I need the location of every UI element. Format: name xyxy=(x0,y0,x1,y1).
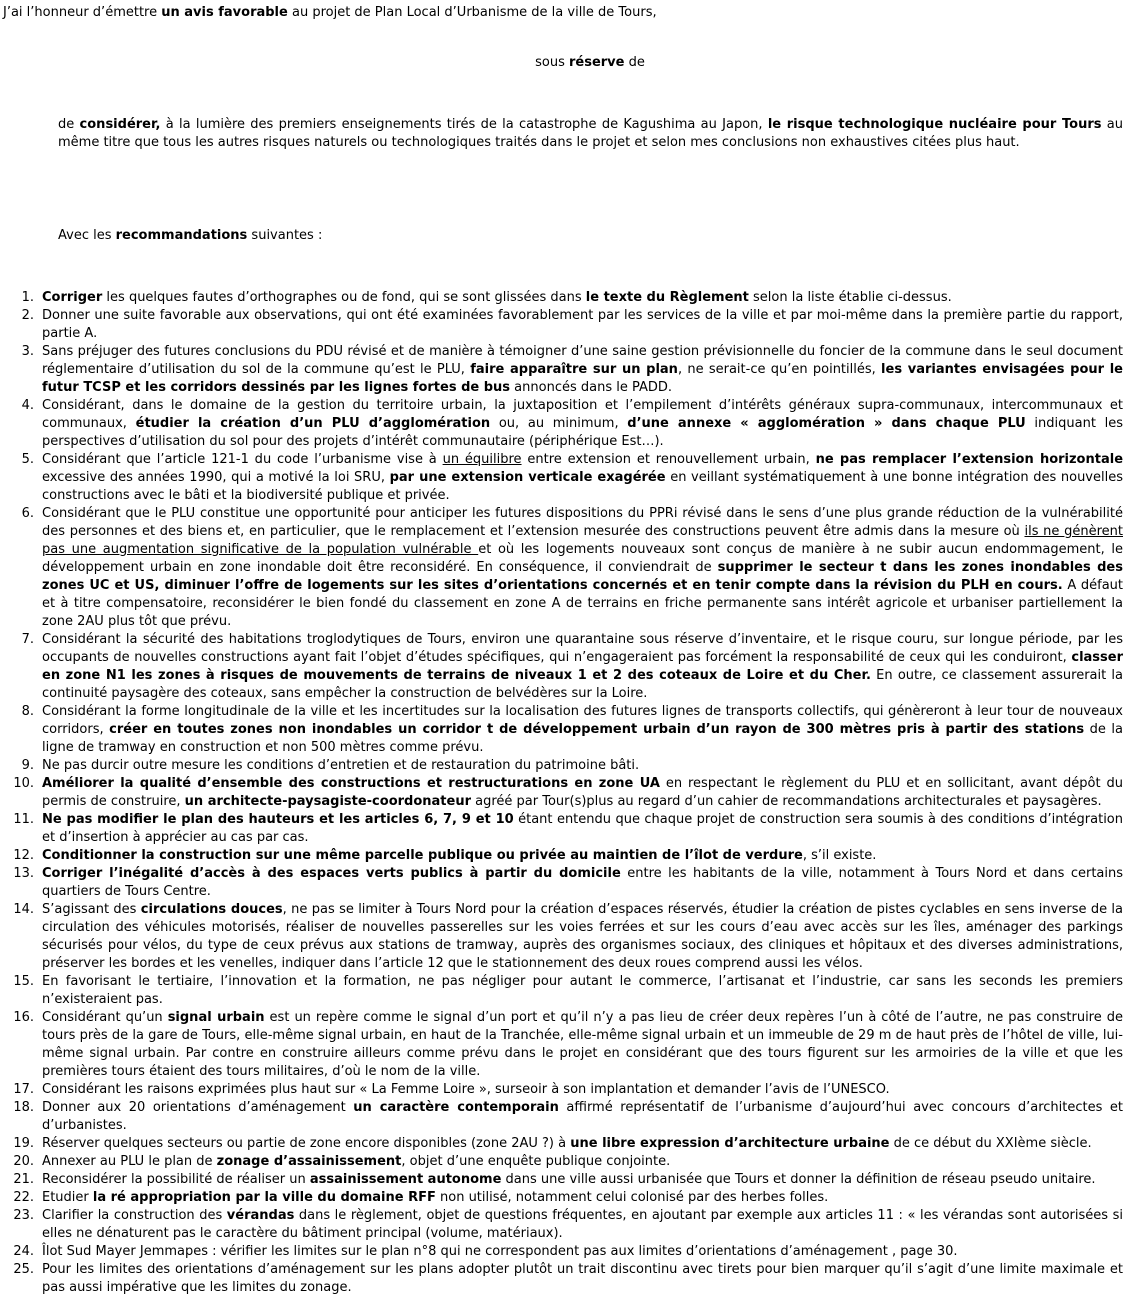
list-item xyxy=(13,1153,1123,1171)
text-run: Annexer au PLU le plan de xyxy=(42,1154,217,1169)
list-item-number: 8. xyxy=(21,704,34,719)
emphasis-text: ne pas remplacer l’extension horizontale xyxy=(815,452,1124,467)
list-item-number: 25. xyxy=(13,1262,34,1277)
emphasis-text: étudier la création d’un PLU d’agglomération xyxy=(135,416,491,431)
list-item-number: 12. xyxy=(13,848,34,863)
list-item xyxy=(13,973,1123,1009)
emphasis-text: la ré appropriation par la ville du domaine RFF xyxy=(92,1190,436,1205)
emphasis-text: par une extension verticale exagérée xyxy=(389,470,666,485)
list-item xyxy=(13,775,1123,811)
emphasis-text: le risque technologique nucléaire pour Tours xyxy=(767,117,1102,132)
emphasis-text: faire apparaître sur un plan xyxy=(470,362,678,377)
text-run: en veillant systématiquement à une bonne intégration des nouvelles constructions avec le bâti et la biodiversité publique et privée. xyxy=(42,470,1123,503)
list-item-number: 24. xyxy=(13,1244,34,1259)
emphasis-text: Ne pas modifier le plan des hauteurs et les articles 6, 7, 9 et 10 xyxy=(42,812,514,827)
emphasis-text: un architecte-paysagiste-coordonateur xyxy=(184,794,472,809)
list-item xyxy=(21,451,1124,505)
list-item-number: 1. xyxy=(21,290,34,305)
emphasis-text: vérandas xyxy=(226,1208,295,1223)
emphasis-text: Corriger l’inégalité d’accès à des espaces verts publics à partir du domicile xyxy=(42,866,621,881)
text-run: Etudier xyxy=(42,1190,93,1205)
text-run: Considérant, dans le domaine de la gestion du territoire urbain, la juxtaposition et l’empilement d’intérêts généraux supra-communaux, intercommunaux et communaux, xyxy=(42,398,1123,431)
emphasis-text: considérer, xyxy=(79,117,161,132)
list-item xyxy=(13,1261,1123,1297)
list-item xyxy=(13,1243,1123,1261)
text-run: de ce début du XXIème siècle. xyxy=(889,1136,1092,1151)
underlined-text: un équilibre xyxy=(442,452,522,467)
list-item xyxy=(21,757,1123,775)
list-item-number: 7. xyxy=(21,632,34,647)
list-item-number: 20. xyxy=(13,1154,34,1169)
list-item xyxy=(13,1171,1123,1189)
text-run: J’ai l’honneur d’émettre xyxy=(3,5,162,20)
list-item-number: 4. xyxy=(21,398,34,413)
text-run: de xyxy=(58,117,80,132)
list-item-number: 5. xyxy=(21,452,34,467)
intro-paragraph xyxy=(3,4,657,22)
text-run: Ne pas durcir outre mesure les conditions d’entretien et de restauration du patrimoine bâti. xyxy=(42,758,640,773)
text-run: indiquant les perspectives d’utilisation du sol pour des projets d’intérêt communautaire (périphérique Est…). xyxy=(42,416,1124,449)
text-run: au projet de Plan Local d’Urbanisme de la ville de Tours, xyxy=(287,5,657,20)
emphasis-text: créer en toutes zones non inondables un corridor t de développement urbain d’un rayon de 300 mètres pris à partir des stations xyxy=(109,722,1085,737)
text-run: S’agissant des xyxy=(42,902,141,917)
list-item xyxy=(13,865,1124,901)
list-item xyxy=(13,1099,1124,1135)
list-item-number: 19. xyxy=(13,1136,34,1151)
text-run: au même titre que tous les autres risques naturels ou technologiques traités dans le projet et selon mes conclusions non exhaustives citées plus haut. xyxy=(58,117,1123,150)
list-item xyxy=(13,1081,1123,1099)
list-item-number: 11. xyxy=(13,812,34,827)
text-run: Considérant la sécurité des habitations troglodytiques de Tours, environ une quarantaine sous réserve d’inventaire, et le risque couru, sur longue période, par les occupants de nouvelles constructions ayant fait l’objet d’études spécifiques, qui n’engageraient pas forcément la responsabilité de ceux qui les conduiront, xyxy=(42,632,1123,665)
text-run: , ne pas se limiter à Tours Nord pour la création d’espaces réservés, étudier la création de pistes cyclables en sens inverse de la circulation des véhicules motorisés, réaliser de nouvelles passerelles sur les voies ferrées et sur les cours d’eau avec accès sur les îles, aménager des parkings sécurisés pour vélos, du type de ceux prévus aux stations de tramway, auprès des organismes sociaux, des cliniques et hôpitaux et des diverses administrations, préserver les bordes et les venelles, indiquer dans l’article 12 que le stationnement des deux roues comprend aussi les vélos. xyxy=(42,902,1123,971)
text-run: Donner une suite favorable aux observations, qui ont été examinées favorablement par les services de la ville et par moi-même dans la première partie du rapport, partie A. xyxy=(42,308,1123,341)
list-item xyxy=(13,847,1123,865)
list-item xyxy=(13,811,1123,847)
text-run: agréé par Tour(s)plus au regard d’un cahier de recommandations architecturales et paysagères. xyxy=(471,794,1102,809)
text-run: Îlot Sud Mayer Jemmapes : vérifier les limites sur le plan n°8 qui ne correspondent pas aux limites d’orientations d’aménagement , page 30. xyxy=(42,1244,958,1259)
text-run: Clarifier la construction des xyxy=(42,1208,227,1223)
emphasis-text: les variantes envisagées pour le futur TCSP et les corridors dessinés par les lignes fortes de bus xyxy=(42,362,1123,395)
emphasis-text: réserve xyxy=(568,55,625,70)
text-run: Considérant qu’un xyxy=(42,1010,168,1025)
emphasis-text: signal urbain xyxy=(167,1010,265,1025)
text-run: Donner aux 20 orientations d’aménagement xyxy=(42,1100,354,1115)
emphasis-text: une libre expression d’architecture urbaine xyxy=(570,1136,890,1151)
emphasis-text: Conditionner la construction sur une même parcelle publique ou privée au maintien de l’îlot de verdure xyxy=(42,848,803,863)
list-item-number: 6. xyxy=(21,506,34,521)
list-item xyxy=(21,631,1124,703)
emphasis-text: circulations douces xyxy=(140,902,283,917)
text-run: Réserver quelques secteurs ou partie de zone encore disponibles (zone 2AU ?) à xyxy=(42,1136,571,1151)
text-run: Considérant que l’article 121-1 du code l’urbanisme vise à xyxy=(42,452,443,467)
list-item-number: 18. xyxy=(13,1100,34,1115)
emphasis-text: le texte du Règlement xyxy=(585,290,749,305)
text-run: étant entendu que chaque projet de construction sera soumis à des conditions d’intégration et d’insertion à apprécier au cas par cas. xyxy=(42,812,1123,845)
text-run: selon la liste établie ci-dessus. xyxy=(748,290,952,305)
text-run: suivantes : xyxy=(247,228,323,243)
text-run: entre extension et renouvellement urbain, xyxy=(521,452,816,467)
recommendations-list xyxy=(13,289,1124,1297)
list-item xyxy=(21,343,1123,397)
emphasis-text: assainissement autonome xyxy=(309,1172,502,1187)
text-run: , s’il existe. xyxy=(802,848,877,863)
text-run: Considérant la forme longitudinale de la ville et les incertitudes sur la localisation des futures lignes de transports collectifs, qui génèreront à leur tour de nouveaux corridors, xyxy=(42,704,1123,737)
text-run: annoncés dans le PADD. xyxy=(510,380,673,395)
text-run: affirmé représentatif de l’urbanisme d’aujourd’hui avec concours d’architectes et d’urbanistes. xyxy=(42,1100,1124,1133)
list-item xyxy=(21,505,1124,631)
list-item-number: 2. xyxy=(21,308,34,323)
list-item xyxy=(13,1135,1123,1153)
text-run: En outre, ce classement assurerait la continuité paysagère des coteaux, sans empêcher la construction de belvédères sur la Loire. xyxy=(42,668,1124,701)
list-item-number: 9. xyxy=(21,758,34,773)
text-run: Sans préjuger des futures conclusions du PDU révisé et de manière à témoigner d’une saine gestion prévisionnelle du foncier de la commune dans le seul document réglementaire d’utilisation du sol de la commune qu’est le PLU, xyxy=(42,344,1123,377)
text-run: Considérant que le PLU constitue une opportunité pour anticiper les futures dispositions du PPRi révisé dans le sens d’une plus grande réduction de la vulnérabilité des personnes et des biens et, en particulier, que le remplacement et l’extension mesurée des constructions peuvent être admis dans la mesure où xyxy=(42,506,1123,539)
text-run: de xyxy=(624,55,645,70)
text-run: dans le règlement, objet de questions fréquentes, en ajoutant par exemple aux articles 11 : « les vérandas sont autorisées si elles ne dénaturent pas le caractère du bâtiment principal (volume, matériaux). xyxy=(42,1208,1123,1241)
list-item-number: 21. xyxy=(13,1172,34,1187)
emphasis-text: d’une annexe « agglomération » dans chaque PLU xyxy=(627,416,1026,431)
emphasis-text: classer en zone N1 les zones à risques de mouvements de terrains de niveaux 1 et 2 des coteaux de Loire et du Cher. xyxy=(42,650,1123,683)
text-run: est un repère comme le signal d’un port et qu’il n’y a pas lieu de créer deux repères l’un à côté de l’autre, ne pas construire de tours près de la gare de Tours, elle-même signal urbain, en haut de la Tranchée, elle-même signal urbain et un immeuble de 29 m de haut près de l’hôtel de ville, lui-même signal urbain. Par contre en construire ailleurs comme prévu dans le projet en considérant que des tours figurent sur les armoiries de la ville et que les premières tours étaient des tours militaires, d’où le nom de la ville. xyxy=(42,1010,1124,1079)
list-item-number: 14. xyxy=(13,902,34,917)
text-run: Considérant les raisons exprimées plus haut sur « La Femme Loire », surseoir à son implantation et demander l’avis de l’UNESCO. xyxy=(42,1082,890,1097)
text-run: excessive des années 1990, qui a motivé la loi SRU, xyxy=(42,470,390,485)
list-item xyxy=(21,289,1123,307)
text-run: Pour les limites des orientations d’aménagement sur les plans adopter plutôt un trait discontinu avec tirets pour bien marquer qu’il s’agit d’une limite maximale et pas aussi impérative que les limites du zonage. xyxy=(42,1262,1123,1295)
text-run: A défaut et à titre compensatoire, reconsidérer le bien fondé du classement en zone A de terrains en friche permanente sans intérêt agricole et urbaniser partiellement la zone 2AU plus tôt que prévu. xyxy=(42,578,1123,629)
text-run: , objet d’une enquête publique conjointe. xyxy=(401,1154,671,1169)
text-run: Reconsidérer la possibilité de réaliser un xyxy=(42,1172,310,1187)
emphasis-text: un avis favorable xyxy=(161,5,288,20)
text-run: sous xyxy=(535,55,569,70)
consider-paragraph xyxy=(58,116,1123,152)
list-item-number: 17. xyxy=(13,1082,34,1097)
list-item-number: 10. xyxy=(13,776,34,791)
emphasis-text: supprimer le secteur t dans les zones inondables des zones UC et US, diminuer l’offre de logements sur les sites d’orientations concernés et en tenir compte dans la révision du PLH en cours. xyxy=(42,560,1123,593)
text-run: , ne serait-ce qu’en pointillés, xyxy=(677,362,882,377)
text-run: Avec les xyxy=(58,228,116,243)
text-run: dans une ville aussi urbanisée que Tours et donner la définition de réseau pseudo unitaire. xyxy=(501,1172,1096,1187)
text-run: de la ligne de tramway en construction et non 500 mètres comme prévu. xyxy=(42,722,1123,755)
list-item-number: 16. xyxy=(13,1010,34,1025)
text-run: En favorisant le tertiaire, l’innovation et la formation, ne pas négliger pour autant le commerce, l’artisanat et l’industrie, car sans les seconds les premiers n’existeraient pas. xyxy=(42,974,1123,1007)
list-item xyxy=(13,901,1123,973)
emphasis-text: zonage d’assainissement xyxy=(216,1154,402,1169)
list-item xyxy=(13,1009,1124,1081)
text-run: en respectant le règlement du PLU et en sollicitant, avant dépôt du permis de construire, xyxy=(42,776,1123,809)
text-run: les quelques fautes d’orthographes ou de fond, qui se sont glissées dans xyxy=(102,290,586,305)
emphasis-text: Corriger xyxy=(42,290,103,305)
list-item-number: 15. xyxy=(13,974,34,989)
text-run: à la lumière des premiers enseignements tirés de la catastrophe de Kagushima au Japon, xyxy=(160,117,768,132)
list-item-number: 23. xyxy=(13,1208,34,1223)
text-run: entre les habitants de la ville, notamment à Tours Nord et dans certains quartiers de Tours Centre. xyxy=(42,866,1124,899)
text-run: non utilisé, notamment celui colonisé par des herbes folles. xyxy=(435,1190,829,1205)
emphasis-text: un caractère contemporain xyxy=(353,1100,559,1115)
list-item xyxy=(21,307,1123,343)
text-run: et où les logements nouveaux sont conçus de manière à ne subir aucun endommagement, le développement urbain en zone inondable doit être reconsidéré. En conséquence, il conviendrait de xyxy=(42,542,1124,575)
list-item xyxy=(13,1189,1123,1207)
list-item-number: 22. xyxy=(13,1190,34,1205)
list-item-number: 3. xyxy=(21,344,34,359)
recommendations-heading xyxy=(58,227,322,245)
list-item xyxy=(13,1207,1123,1243)
emphasis-text: recommandations xyxy=(115,228,248,243)
list-item xyxy=(21,703,1123,757)
emphasis-text: Améliorer la qualité d’ensemble des constructions et restructurations en zone UA xyxy=(42,776,660,791)
underlined-text: ils ne génèrent pas une augmentation significative de la population vulnérable xyxy=(42,524,1123,557)
list-item-number: 13. xyxy=(13,866,34,881)
reserve-line xyxy=(0,54,1136,72)
list-item xyxy=(21,397,1124,451)
text-run: ou, au minimum, xyxy=(490,416,628,431)
